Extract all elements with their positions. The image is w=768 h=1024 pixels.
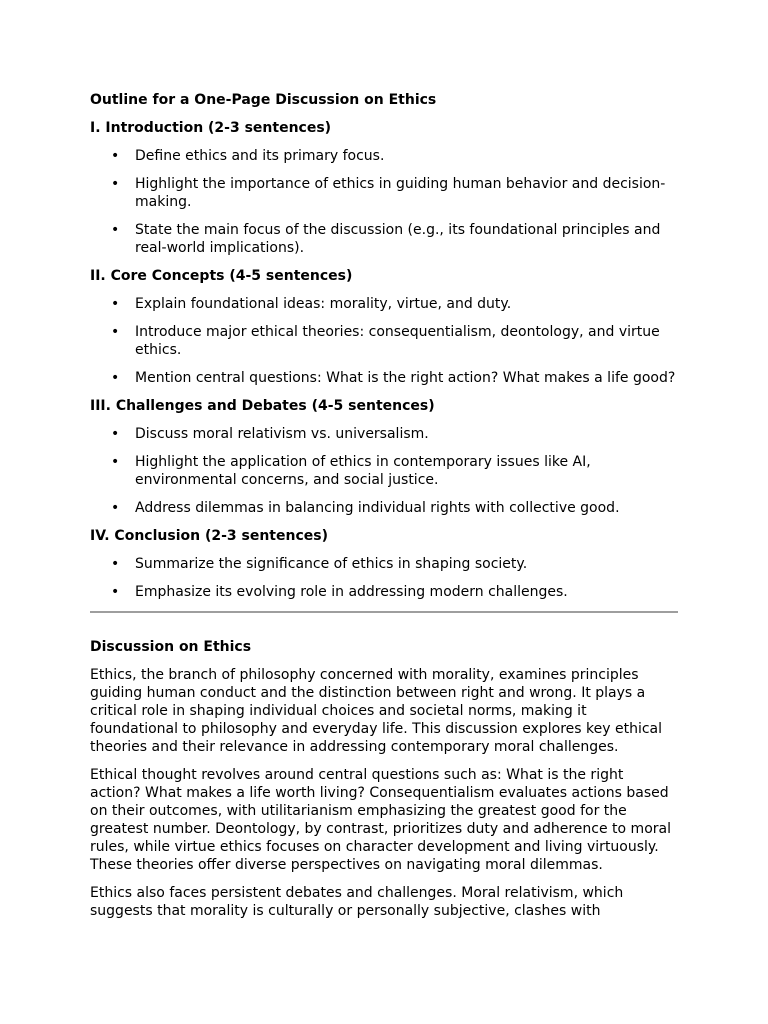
list-item: [90, 369, 678, 387]
list-item: [90, 295, 678, 313]
bullet-icon: •: [111, 324, 120, 340]
section-heading-conclusion: IV. Conclusion (2-3 sentences): [90, 528, 328, 544]
bullet-icon: •: [111, 296, 120, 312]
list-item: [90, 583, 678, 601]
list-item-text: Introduce major ethical theories: consequentialism, deontology, and virtue ethics.: [135, 324, 660, 358]
horizontal-divider: [90, 611, 678, 613]
bullet-icon: •: [111, 556, 120, 572]
bullet-icon: •: [111, 454, 120, 470]
list-item-text: Explain foundational ideas: morality, virtue, and duty.: [135, 296, 512, 312]
bullet-icon: •: [111, 584, 120, 600]
bullet-icon: •: [111, 370, 120, 386]
list-item-text: Define ethics and its primary focus.: [135, 148, 385, 164]
list-item-text: Highlight the application of ethics in contemporary issues like AI, environmental concerns, and social justice.: [135, 454, 591, 488]
bullet-list-core-concepts: [90, 295, 678, 387]
list-item: [90, 323, 678, 359]
section-heading-introduction: I. Introduction (2-3 sentences): [90, 120, 332, 136]
list-item-text: State the main focus of the discussion (e.g., its foundational principles and real-world implications).: [135, 222, 661, 256]
bullet-icon: •: [111, 426, 120, 442]
list-item: [90, 147, 678, 165]
discussion-paragraph-1: Ethics, the branch of philosophy concerned with morality, examines principles guiding human conduct and the distinction between right and wrong. It plays a critical role in shaping individual choices and societal norms, making it foundational to philosophy and everyday life. This discussion explores key ethical theories and their relevance in addressing contemporary moral challenges.: [90, 667, 663, 755]
bullet-icon: •: [111, 222, 120, 238]
discussion-title: Discussion on Ethics: [90, 639, 252, 655]
bullet-list-challenges-debates: [90, 425, 678, 517]
discussion-paragraph-3: Ethics also faces persistent debates and challenges. Moral relativism, which suggests that morality is culturally or personally subjective, clashes with: [90, 885, 624, 919]
list-item: [90, 221, 678, 257]
bullet-icon: •: [111, 176, 120, 192]
bullet-icon: •: [111, 500, 120, 516]
list-item-text: Address dilemmas in balancing individual rights with collective good.: [135, 500, 620, 516]
list-item-text: Summarize the significance of ethics in shaping society.: [135, 556, 528, 572]
list-item: [90, 499, 678, 517]
bullet-list-conclusion: [90, 555, 678, 601]
list-item: [90, 453, 678, 489]
list-item: [90, 175, 678, 211]
list-item-text: Mention central questions: What is the right action? What makes a life good?: [135, 370, 676, 386]
discussion-paragraph-2: Ethical thought revolves around central questions such as: What is the right action? What makes a life worth living? Consequentialism evaluates actions based on their outcomes, with utilitarianism emphasizing the greatest good for the greatest number. Deontology, by contrast, prioritizes duty and adherence to moral rules, while virtue ethics focuses on character development and living virtuously. These theories offer diverse perspectives on navigating moral dilemmas.: [90, 767, 671, 873]
list-item-text: Discuss moral relativism vs. universalism.: [135, 426, 429, 442]
outline-title: Outline for a One-Page Discussion on Ethics: [90, 92, 437, 108]
bullet-icon: •: [111, 148, 120, 164]
document-page: [90, 91, 678, 930]
section-heading-core-concepts: II. Core Concepts (4-5 sentences): [90, 268, 353, 284]
list-item: [90, 425, 678, 443]
list-item-text: Emphasize its evolving role in addressing modern challenges.: [135, 584, 568, 600]
list-item: [90, 555, 678, 573]
section-heading-challenges-debates: III. Challenges and Debates (4-5 sentences): [90, 398, 435, 414]
list-item-text: Highlight the importance of ethics in guiding human behavior and decision-making.: [135, 176, 666, 210]
bullet-list-introduction: [90, 147, 678, 257]
